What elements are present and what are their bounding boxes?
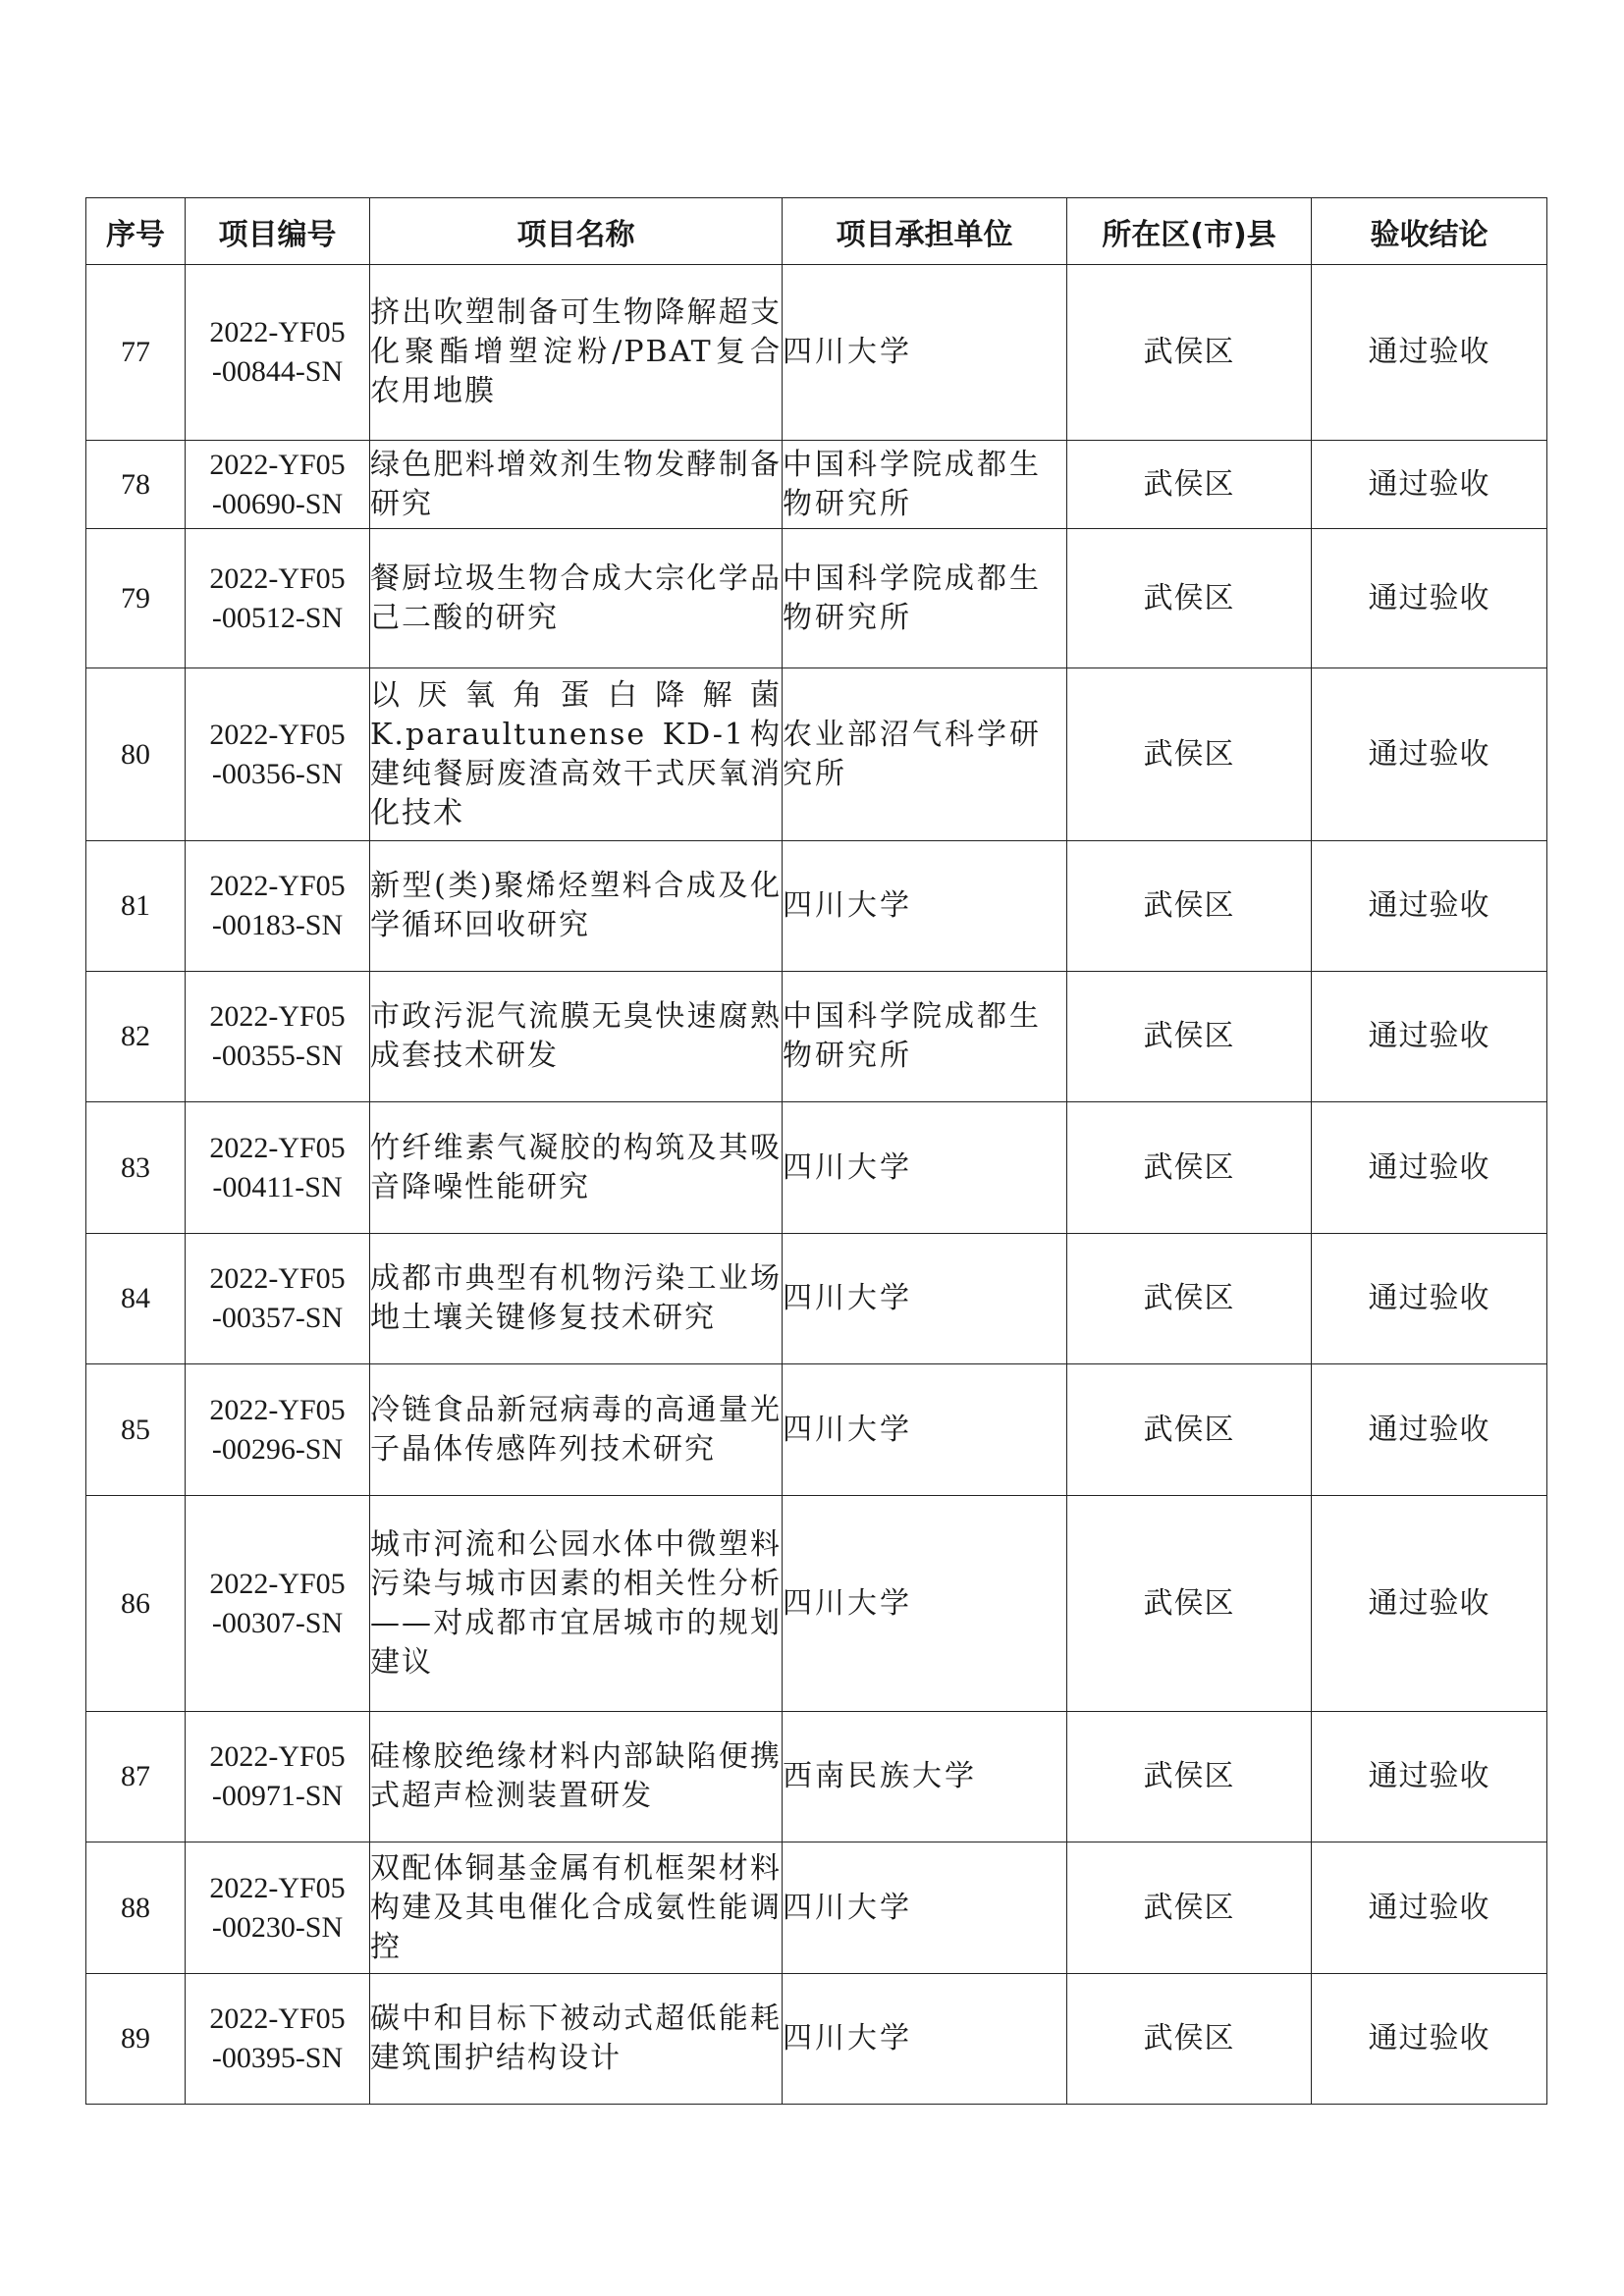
project-code-line1: 2022-YF05 <box>209 1567 346 1600</box>
table-row <box>86 441 1547 529</box>
undertaking-unit: 西南民族大学 <box>783 1712 1067 1842</box>
project-code <box>186 1712 370 1842</box>
project-code <box>186 1496 370 1712</box>
row-number: 81 <box>86 841 186 972</box>
row-number: 88 <box>86 1842 186 1974</box>
table-row <box>86 972 1547 1102</box>
district: 武侯区 <box>1067 972 1312 1102</box>
project-code <box>186 1102 370 1234</box>
project-code <box>186 529 370 668</box>
project-name: 挤出吹塑制备可生物降解超支化聚酯增塑淀粉/PBAT复合农用地膜 <box>370 265 783 441</box>
district: 武侯区 <box>1067 1496 1312 1712</box>
undertaking-unit: 四川大学 <box>783 1364 1067 1496</box>
district: 武侯区 <box>1067 1712 1312 1842</box>
row-number: 80 <box>86 668 186 841</box>
project-code-line2: -00183-SN <box>211 909 344 941</box>
header-name: 项目名称 <box>370 198 783 265</box>
project-code <box>186 1974 370 2105</box>
project-code-line2: -00307-SN <box>211 1606 344 1639</box>
project-code-line2: -00355-SN <box>211 1040 344 1072</box>
project-name: 以厌氧角蛋白降解菌K.paraultunense KD-1构建纯餐厨废渣高效干式厌氧消化技术 <box>370 668 783 841</box>
project-code-line2: -00230-SN <box>211 1910 344 1944</box>
row-number: 83 <box>86 1102 186 1234</box>
header-code: 项目编号 <box>186 198 370 265</box>
project-code-line2: -00395-SN <box>211 2042 344 2074</box>
undertaking-unit: 中国科学院成都生物研究所 <box>783 441 1067 529</box>
district: 武侯区 <box>1067 668 1312 841</box>
row-number: 78 <box>86 441 186 529</box>
acceptance-result: 通过验收 <box>1312 1842 1547 1974</box>
project-code-line1: 2022-YF05 <box>209 1000 346 1033</box>
project-code-line1: 2022-YF05 <box>209 870 346 902</box>
acceptance-result: 通过验收 <box>1312 841 1547 972</box>
table-header-row <box>86 198 1547 265</box>
table-row <box>86 841 1547 972</box>
acceptance-result: 通过验收 <box>1312 668 1547 841</box>
project-code-line1: 2022-YF05 <box>209 316 346 348</box>
project-name: 双配体铜基金属有机框架材料构建及其电催化合成氨性能调控 <box>370 1842 783 1974</box>
project-name: 城市河流和公园水体中微塑料污染与城市因素的相关性分析——对成都市宜居城市的规划建议 <box>370 1496 783 1712</box>
row-number: 77 <box>86 265 186 441</box>
row-number: 84 <box>86 1234 186 1364</box>
project-code <box>186 1234 370 1364</box>
row-number: 89 <box>86 1974 186 2105</box>
table-row <box>86 529 1547 668</box>
acceptance-result: 通过验收 <box>1312 1974 1547 2105</box>
district: 武侯区 <box>1067 529 1312 668</box>
acceptance-result: 通过验收 <box>1312 1364 1547 1496</box>
project-code-line2: -00411-SN <box>212 1170 343 1203</box>
header-result: 验收结论 <box>1312 198 1547 265</box>
undertaking-unit: 四川大学 <box>783 1102 1067 1234</box>
undertaking-unit: 四川大学 <box>783 1234 1067 1364</box>
undertaking-unit: 四川大学 <box>783 1496 1067 1712</box>
project-name: 新型(类)聚烯烃塑料合成及化学循环回收研究 <box>370 841 783 972</box>
header-no: 序号 <box>86 198 186 265</box>
acceptance-result: 通过验收 <box>1312 1234 1547 1364</box>
project-acceptance-table <box>85 197 1547 2105</box>
project-code-line1: 2022-YF05 <box>209 2002 346 2035</box>
row-number: 85 <box>86 1364 186 1496</box>
undertaking-unit: 四川大学 <box>783 1842 1067 1974</box>
project-code-line1: 2022-YF05 <box>209 1131 346 1164</box>
acceptance-result: 通过验收 <box>1312 972 1547 1102</box>
table-row <box>86 1234 1547 1364</box>
district: 武侯区 <box>1067 265 1312 441</box>
row-number: 79 <box>86 529 186 668</box>
acceptance-result: 通过验收 <box>1312 441 1547 529</box>
header-unit: 项目承担单位 <box>783 198 1067 265</box>
table-row <box>86 1496 1547 1712</box>
project-name: 成都市典型有机物污染工业场地土壤关键修复技术研究 <box>370 1234 783 1364</box>
row-number: 87 <box>86 1712 186 1842</box>
undertaking-unit: 中国科学院成都生物研究所 <box>783 972 1067 1102</box>
project-code-line1: 2022-YF05 <box>209 448 346 481</box>
project-code <box>186 841 370 972</box>
district: 武侯区 <box>1067 1842 1312 1974</box>
project-code-line2: -00512-SN <box>211 601 344 634</box>
undertaking-unit: 四川大学 <box>783 265 1067 441</box>
project-code-line1: 2022-YF05 <box>209 1393 346 1426</box>
table-row <box>86 1712 1547 1842</box>
table-row <box>86 668 1547 841</box>
project-name: 竹纤维素气凝胶的构筑及其吸音降噪性能研究 <box>370 1102 783 1234</box>
project-code-line1: 2022-YF05 <box>209 561 346 595</box>
project-code-line2: -00356-SN <box>211 757 344 790</box>
project-code-line2: -00357-SN <box>211 1302 344 1334</box>
project-code-line2: -00296-SN <box>211 1432 344 1466</box>
project-code-line1: 2022-YF05 <box>209 1871 346 1904</box>
district: 武侯区 <box>1067 841 1312 972</box>
project-name: 餐厨垃圾生物合成大宗化学品己二酸的研究 <box>370 529 783 668</box>
project-name: 硅橡胶绝缘材料内部缺陷便携式超声检测装置研发 <box>370 1712 783 1842</box>
district: 武侯区 <box>1067 1102 1312 1234</box>
project-name: 绿色肥料增效剂生物发酵制备研究 <box>370 441 783 529</box>
district: 武侯区 <box>1067 441 1312 529</box>
project-code-line1: 2022-YF05 <box>209 1740 346 1773</box>
header-area: 所在区(市)县 <box>1067 198 1312 265</box>
project-code-line2: -00971-SN <box>211 1780 344 1812</box>
row-number: 86 <box>86 1496 186 1712</box>
district: 武侯区 <box>1067 1364 1312 1496</box>
table-row <box>86 1974 1547 2105</box>
project-code-line1: 2022-YF05 <box>209 1262 346 1295</box>
table-row <box>86 1364 1547 1496</box>
table-row <box>86 1102 1547 1234</box>
table-row <box>86 265 1547 441</box>
undertaking-unit: 四川大学 <box>783 1974 1067 2105</box>
undertaking-unit: 中国科学院成都生物研究所 <box>783 529 1067 668</box>
project-name: 碳中和目标下被动式超低能耗建筑围护结构设计 <box>370 1974 783 2105</box>
acceptance-result: 通过验收 <box>1312 1712 1547 1842</box>
undertaking-unit: 四川大学 <box>783 841 1067 972</box>
project-name: 市政污泥气流膜无臭快速腐熟成套技术研发 <box>370 972 783 1102</box>
project-code <box>186 265 370 441</box>
acceptance-result: 通过验收 <box>1312 1102 1547 1234</box>
undertaking-unit: 农业部沼气科学研究所 <box>783 668 1067 841</box>
project-code-line2: -00844-SN <box>211 355 344 388</box>
acceptance-result: 通过验收 <box>1312 529 1547 668</box>
row-number: 82 <box>86 972 186 1102</box>
table-row <box>86 1842 1547 1974</box>
acceptance-result: 通过验收 <box>1312 1496 1547 1712</box>
project-code <box>186 441 370 529</box>
district: 武侯区 <box>1067 1974 1312 2105</box>
project-code <box>186 1842 370 1974</box>
project-code <box>186 972 370 1102</box>
project-code-line1: 2022-YF05 <box>209 718 346 751</box>
project-code <box>186 668 370 841</box>
project-code <box>186 1364 370 1496</box>
district: 武侯区 <box>1067 1234 1312 1364</box>
acceptance-result: 通过验收 <box>1312 265 1547 441</box>
project-name: 冷链食品新冠病毒的高通量光子晶体传感阵列技术研究 <box>370 1364 783 1496</box>
project-code-line2: -00690-SN <box>211 487 344 520</box>
